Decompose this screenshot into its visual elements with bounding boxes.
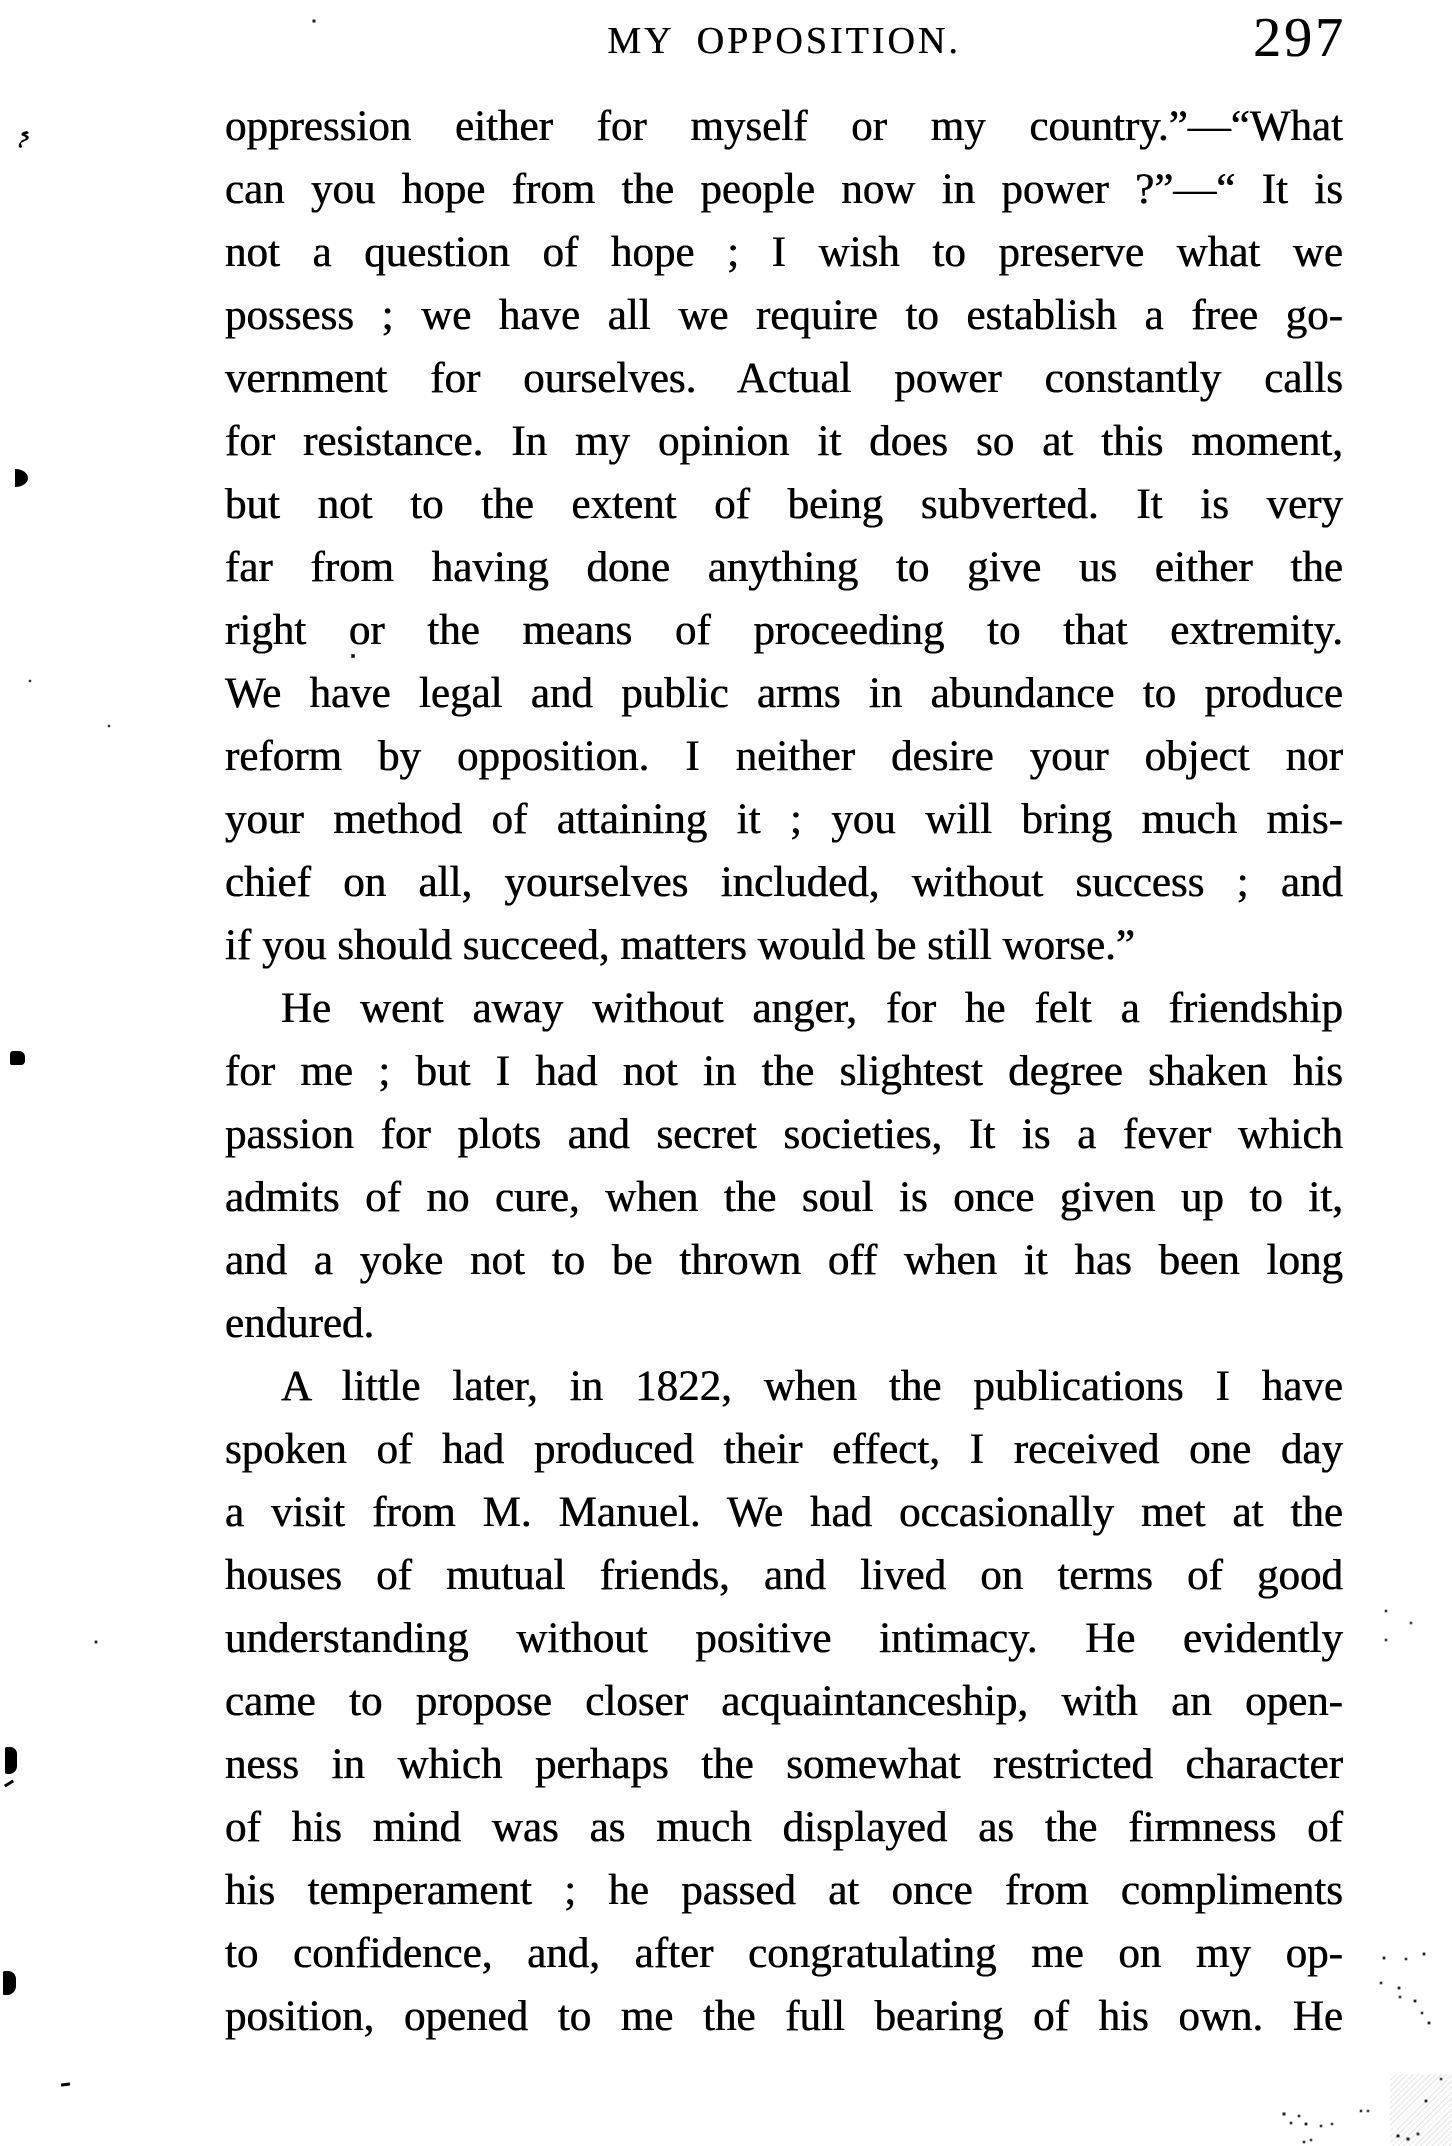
- text-line: endured.: [225, 1300, 375, 1347]
- text-line: of his mind was as much displayed as the firmness of: [225, 1804, 1343, 1851]
- text-line: not a question of hope ; I wish to preserve what we: [225, 229, 1343, 276]
- margin-ink-dash-icon: [61, 2082, 70, 2086]
- page-number: 297: [1253, 7, 1346, 69]
- margin-ink-blob-icon: [15, 469, 28, 487]
- text-line: to confidence, and, after congratulating me on my op-: [225, 1930, 1343, 1977]
- text-line: spoken of had produced their effect, I received one day: [225, 1426, 1343, 1473]
- text-line: far from having done anything to give us either the: [225, 544, 1343, 591]
- text-line: possess ; we have all we require to establish a free go-: [225, 292, 1343, 339]
- margin-ink-tick-icon: [4, 1780, 14, 1788]
- text-line: and a yoke not to be thrown off when it has been long: [225, 1237, 1343, 1284]
- text-line: He went away without anger, for he felt a friendship: [281, 985, 1343, 1032]
- text-line: position, opened to me the full bearing of his own. He: [225, 1993, 1343, 2040]
- text-line: chief on all, yourselves included, without success ; and: [225, 859, 1343, 906]
- text-line: came to propose closer acquaintanceship, with an open-: [225, 1678, 1343, 1725]
- text-line: your method of attaining it ; you will bring much mis-: [225, 796, 1343, 843]
- text-line: for me ; but I had not in the slightest degree shaken his: [225, 1048, 1343, 1095]
- text-line: admits of no cure, when the soul is once given up to it,: [225, 1174, 1343, 1221]
- running-header: MY OPPOSITION.: [607, 20, 961, 62]
- margin-ink-blob-icon: [10, 1051, 25, 1065]
- text-line: if you should succeed, matters would be still worse.”: [225, 922, 1135, 969]
- text-line: for resistance. In my opinion it does so at this moment,: [225, 418, 1343, 465]
- text-line: but not to the extent of being subverted. It is very: [225, 481, 1343, 528]
- margin-ink-squiggle-icon: [17, 131, 31, 150]
- margin-ink-blob-icon: [5, 1747, 17, 1774]
- text-line: ness in which perhaps the somewhat restricted character: [225, 1741, 1343, 1788]
- scan-speck-dots: [0, 0, 2, 2]
- scan-corner-noise: [1390, 2074, 1452, 2146]
- text-line: houses of mutual friends, and lived on terms of good: [225, 1552, 1343, 1599]
- page-body-text: [225, 95, 1343, 2048]
- text-line: right or the means of proceeding to that extremity.: [225, 607, 1343, 654]
- text-line: A little later, in 1822, when the publications I have: [281, 1363, 1343, 1410]
- text-line: reform by opposition. I neither desire your object nor: [225, 733, 1343, 780]
- text-line: oppression either for myself or my country.”—“What: [225, 103, 1343, 150]
- text-line: his temperament ; he passed at once from compliments: [225, 1867, 1343, 1914]
- text-line: can you hope from the people now in power ?”—“ It is: [225, 166, 1343, 213]
- text-line: vernment for ourselves. Actual power constantly calls: [225, 355, 1343, 402]
- text-line: understanding without positive intimacy. He evidently: [225, 1615, 1343, 1662]
- text-line: passion for plots and secret societies, It is a fever which: [225, 1111, 1343, 1158]
- text-line: We have legal and public arms in abundance to produce: [225, 670, 1343, 717]
- margin-ink-blob-icon: [3, 1971, 16, 1995]
- text-line: a visit from M. Manuel. We had occasionally met at the: [225, 1489, 1343, 1536]
